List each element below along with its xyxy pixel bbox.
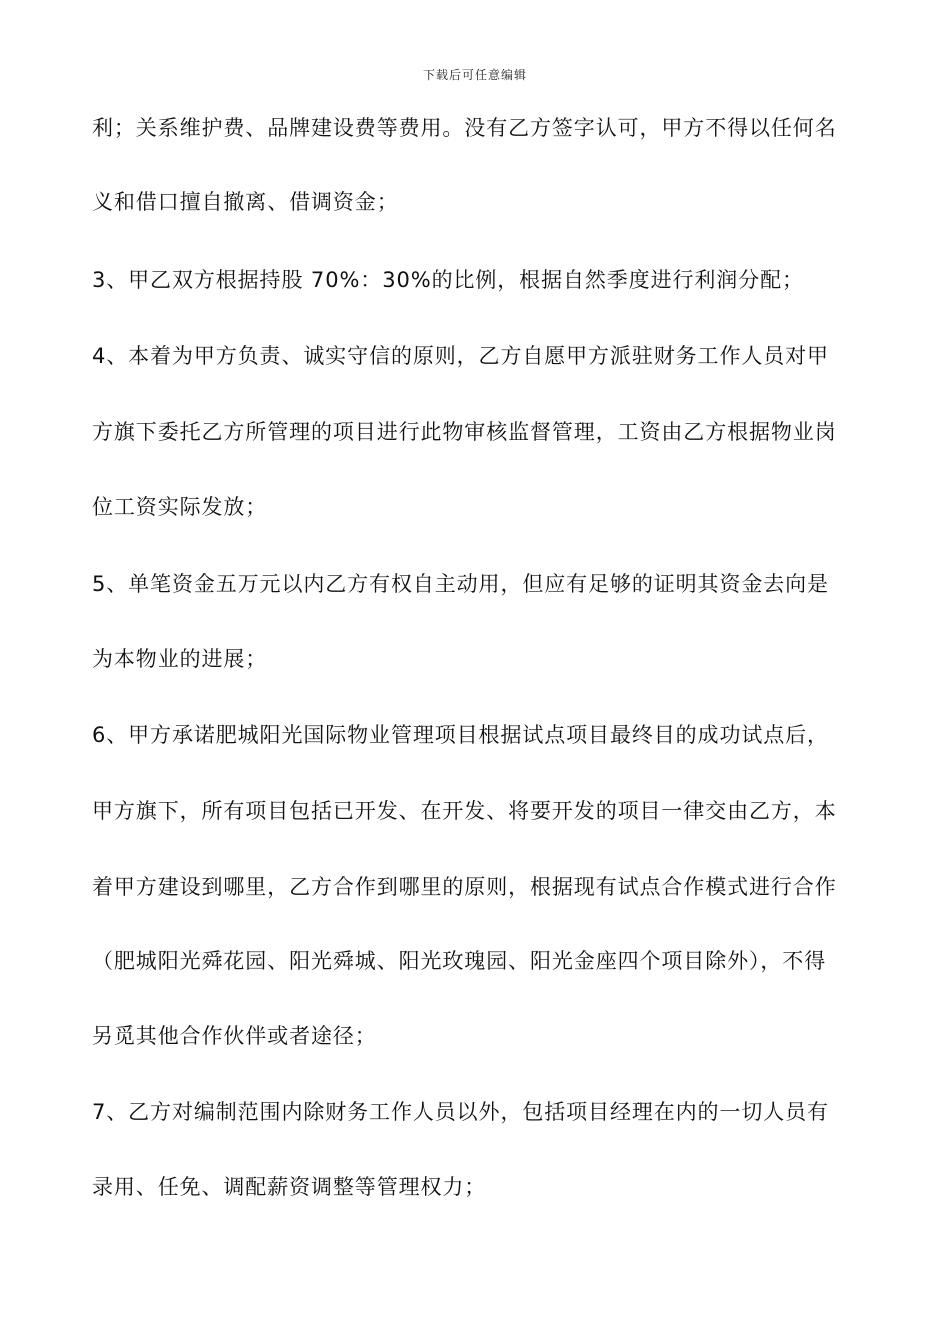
text-line-13: 另觅其他合作伙伴或者途径； bbox=[92, 1024, 377, 1048]
text-line-1: 利；关系维护费、品牌建设费等费用。没有乙方签字认可，甲方不得以任何名 bbox=[92, 116, 837, 140]
text-line-6: 位工资实际发放； bbox=[92, 495, 268, 519]
text-line-7: 5、单笔资金五万元以内乙方有权自主动用，但应有足够的证明其资金去向是 bbox=[92, 572, 829, 596]
text-line-15: 录用、任免、调配薪资调整等管理权力； bbox=[92, 1175, 487, 1199]
text-line-9: 6、甲方承诺肥城阳光国际物业管理项目根据试点项目最终目的成功试点后， bbox=[92, 723, 829, 747]
page-header: 下载后可任意编辑 bbox=[422, 68, 527, 82]
text-line-8: 为本物业的进展； bbox=[92, 647, 268, 671]
text-line-12: （肥城阳光舜花园、阳光舜城、阳光玫瑰园、阳光金座四个项目除外），不得 bbox=[92, 949, 827, 973]
text-line-3: 3、甲乙双方根据持股 70%：30%的比例，根据自然季度进行利润分配； bbox=[92, 268, 804, 292]
text-line-2: 义和借口擅自撤离、借调资金； bbox=[92, 190, 399, 214]
text-line-4: 4、本着为甲方负责、诚实守信的原则，乙方自愿甲方派驻财务工作人员对甲 bbox=[92, 344, 829, 368]
text-line-10: 甲方旗下，所有项目包括已开发、在开发、将要开发的项目一律交由乙方，本 bbox=[92, 799, 837, 823]
text-line-5: 方旗下委托乙方所管理的项目进行此物审核监督管理，工资由乙方根据物业岗 bbox=[92, 420, 837, 444]
text-line-14: 7、乙方对编制范围内除财务工作人员以外，包括项目经理在内的一切人员有 bbox=[92, 1100, 829, 1124]
text-line-11: 着甲方建设到哪里，乙方合作到哪里的原则，根据现有试点合作模式进行合作 bbox=[92, 875, 837, 899]
